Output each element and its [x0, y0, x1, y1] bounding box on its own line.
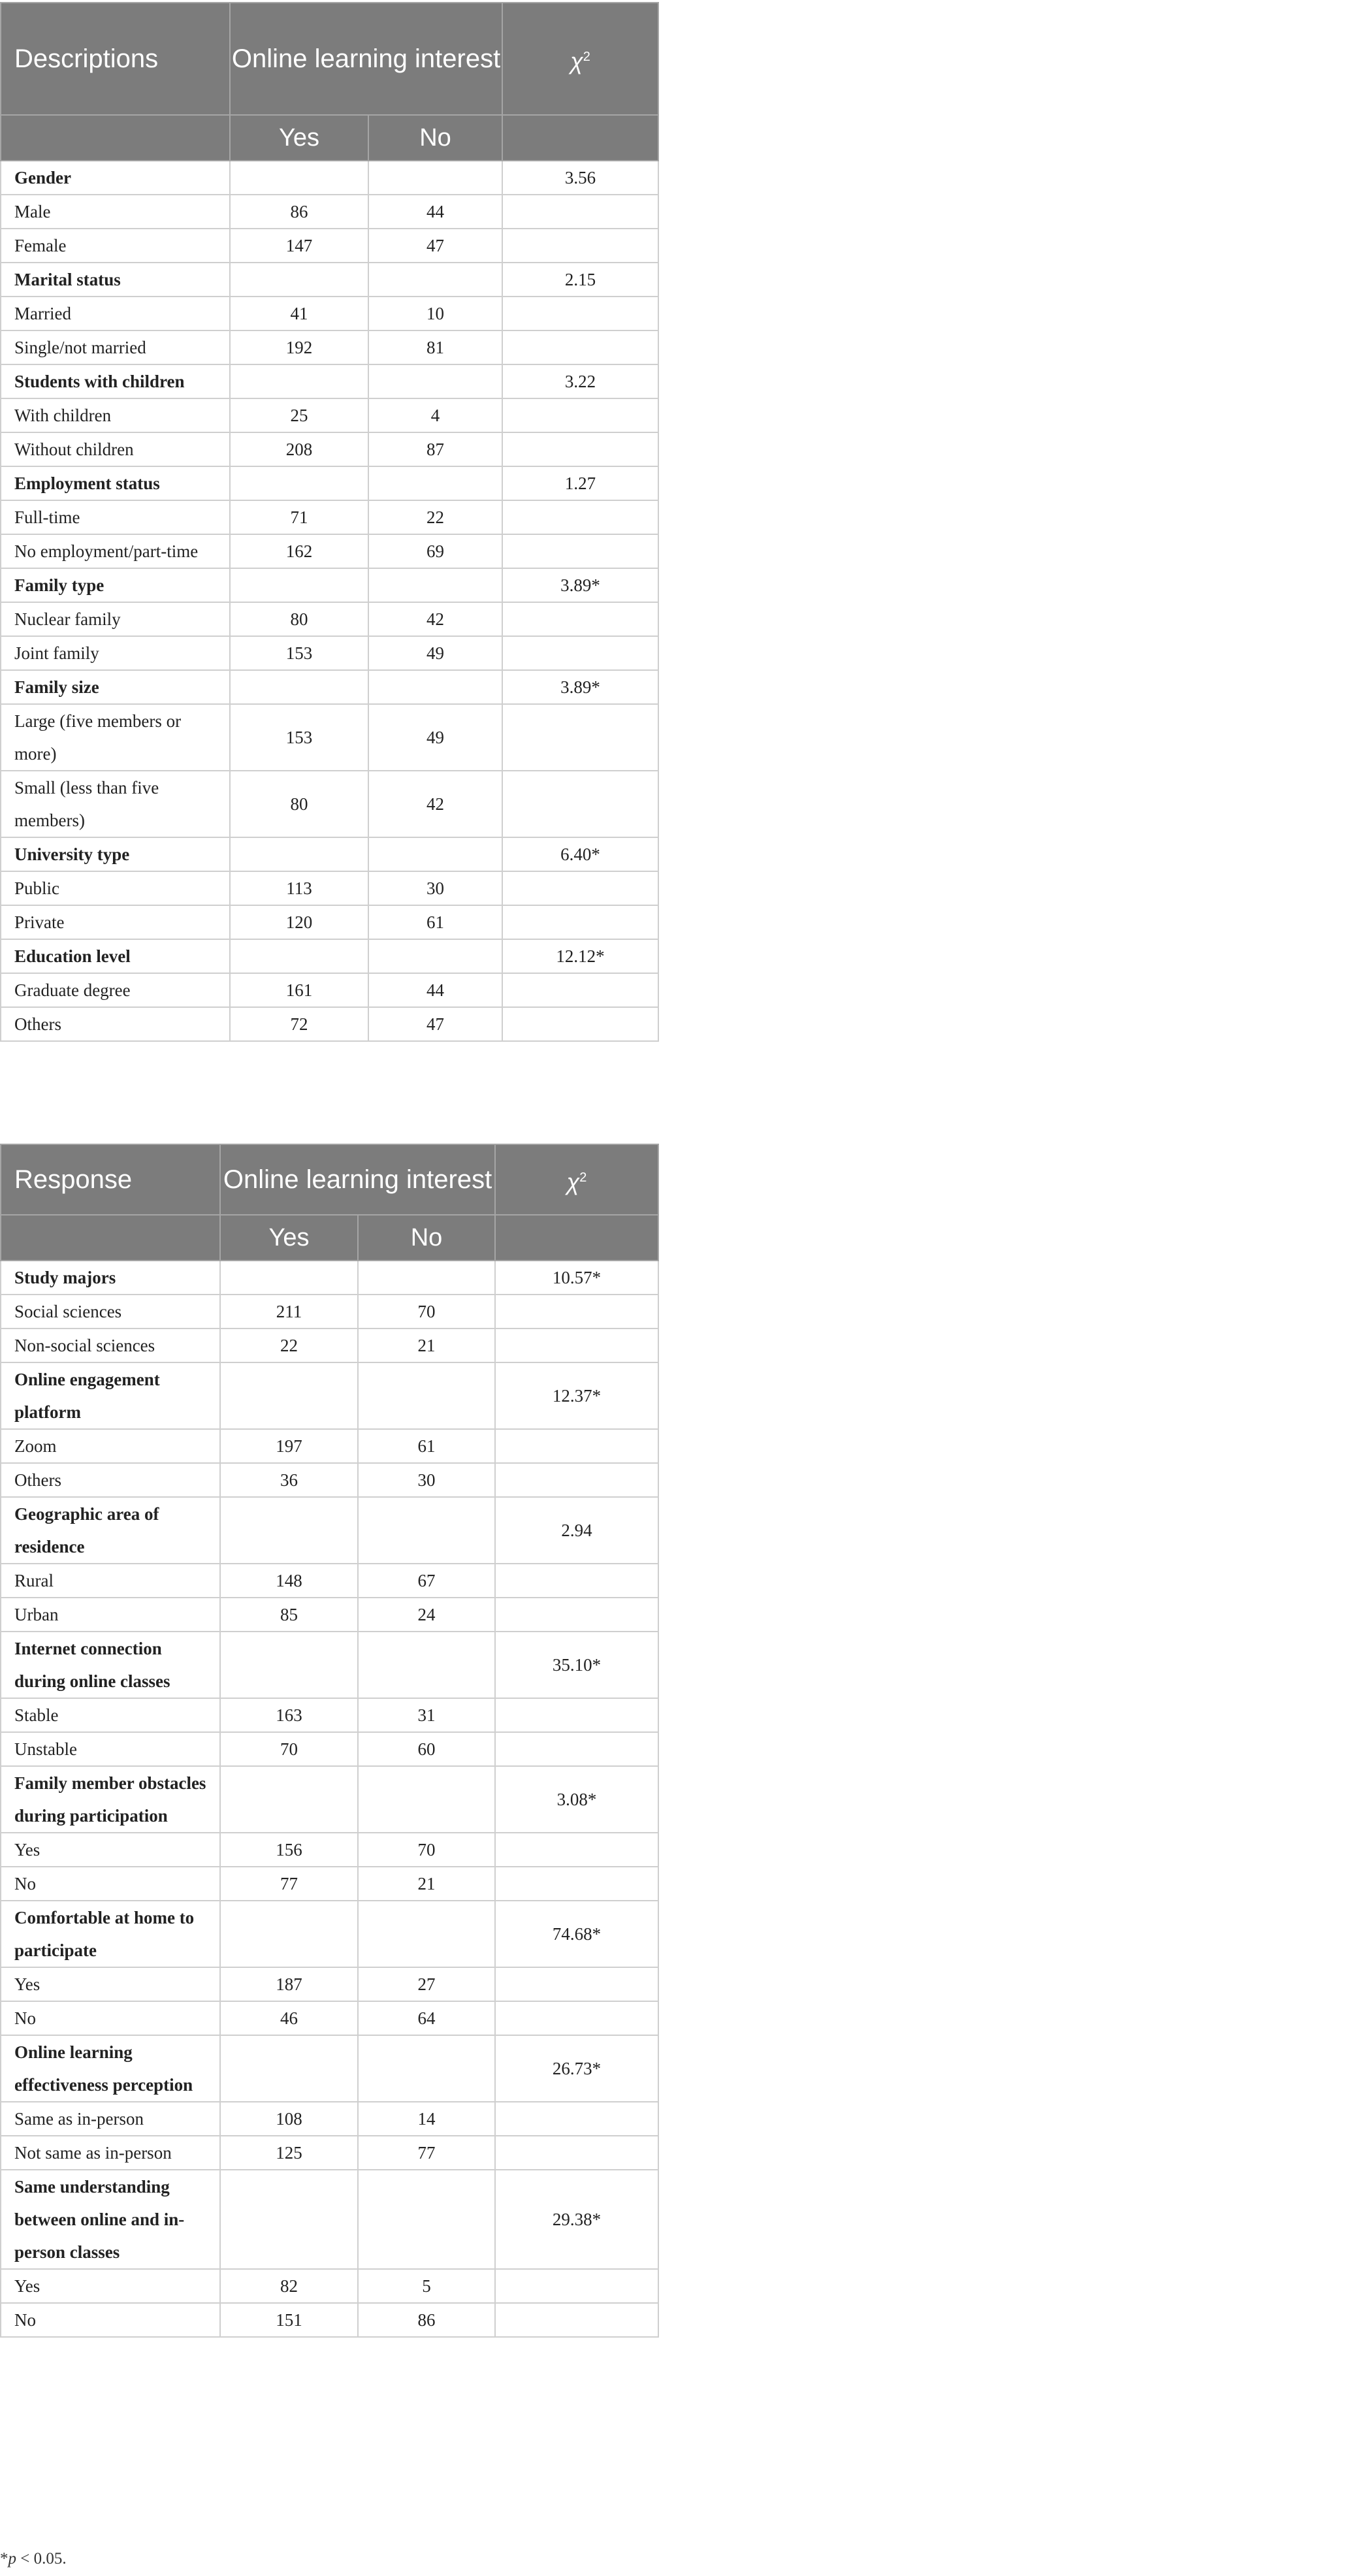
- table-row: [1, 602, 658, 636]
- yes-count: [230, 364, 368, 398]
- table-row: [1, 973, 658, 1007]
- row-label: Unstable: [1, 1732, 220, 1766]
- table-row: [1, 1867, 658, 1901]
- yes-count: 153: [230, 704, 368, 771]
- yes-count: 187: [220, 1967, 358, 2001]
- row-label: Graduate degree: [1, 973, 230, 1007]
- chi-square-value: 2.94: [495, 1497, 658, 1564]
- row-label: Employment status: [1, 466, 230, 500]
- table-row: [1, 871, 658, 905]
- row-label: Large (five members or more): [1, 704, 230, 771]
- chi-square-value: 12.12*: [502, 939, 658, 973]
- table-row: [1, 2001, 658, 2035]
- yes-count: 80: [230, 602, 368, 636]
- no-count: 67: [358, 1564, 495, 1598]
- chi-square-value: [495, 1463, 658, 1497]
- chi-square-value: 35.10*: [495, 1632, 658, 1698]
- yes-count: [220, 1497, 358, 1564]
- row-label: University type: [1, 837, 230, 871]
- row-label: Others: [1, 1007, 230, 1041]
- yes-count: 80: [230, 771, 368, 837]
- header-descriptions: Descriptions: [1, 3, 230, 115]
- yes-count: 85: [220, 1598, 358, 1632]
- chi-square-value: [502, 534, 658, 568]
- no-count: 64: [358, 2001, 495, 2035]
- table-row: [1, 1698, 658, 1732]
- row-label: Same as in-person: [1, 2102, 220, 2136]
- chi-square-value: [502, 704, 658, 771]
- yes-count: 46: [220, 2001, 358, 2035]
- yes-count: [230, 466, 368, 500]
- yes-count: 36: [220, 1463, 358, 1497]
- row-label: Single/not married: [1, 330, 230, 364]
- row-label: Gender: [1, 161, 230, 195]
- chi-square-value: [495, 2269, 658, 2303]
- chi-square-value: [502, 973, 658, 1007]
- no-count: 49: [368, 704, 502, 771]
- yes-count: 125: [220, 2136, 358, 2170]
- no-count: [358, 1362, 495, 1429]
- no-count: [358, 1766, 495, 1833]
- chi-square-value: [495, 1328, 658, 1362]
- table-row: [1, 2269, 658, 2303]
- chi-square-value: [502, 195, 658, 229]
- header-online-learning-interest: Online learning interest: [220, 1144, 495, 1215]
- yes-count: 147: [230, 229, 368, 263]
- header-online-learning-interest: Online learning interest: [230, 3, 502, 115]
- yes-count: 113: [230, 871, 368, 905]
- yes-count: [220, 2035, 358, 2102]
- no-count: [358, 1261, 495, 1295]
- yes-count: 148: [220, 1564, 358, 1598]
- yes-count: 82: [220, 2269, 358, 2303]
- chi-square-value: [502, 500, 658, 534]
- row-label: Study majors: [1, 1261, 220, 1295]
- chi-square-value: [495, 1598, 658, 1632]
- row-label: Yes: [1, 1833, 220, 1867]
- no-count: 22: [368, 500, 502, 534]
- table-row: [1, 636, 658, 670]
- yes-count: 22: [220, 1328, 358, 1362]
- chi-square-value: 26.73*: [495, 2035, 658, 2102]
- table-row: [1, 2136, 658, 2170]
- table-row: [1, 1463, 658, 1497]
- chi-square-value: [495, 1698, 658, 1732]
- no-count: 4: [368, 398, 502, 432]
- chi-square-value: 3.89*: [502, 670, 658, 704]
- no-count: [368, 837, 502, 871]
- chi-square-value: [495, 1295, 658, 1328]
- no-count: 61: [368, 905, 502, 939]
- no-count: 42: [368, 771, 502, 837]
- no-count: 81: [368, 330, 502, 364]
- chi-square-value: 12.37*: [495, 1362, 658, 1429]
- table-row: [1, 229, 658, 263]
- header-no: No: [368, 115, 502, 161]
- table-row: [1, 398, 658, 432]
- row-label: Online learning effectiveness perception: [1, 2035, 220, 2102]
- row-label: Family member obstacles during participation: [1, 1766, 220, 1833]
- category-row: [1, 2035, 658, 2102]
- chi-square-value: [502, 771, 658, 837]
- row-label: Yes: [1, 2269, 220, 2303]
- no-count: [358, 1901, 495, 1967]
- yes-count: [230, 837, 368, 871]
- no-count: 42: [368, 602, 502, 636]
- row-label: Yes: [1, 1967, 220, 2001]
- yes-count: [220, 1261, 358, 1295]
- table-row: [1, 1429, 658, 1463]
- yes-count: 77: [220, 1867, 358, 1901]
- row-label: Students with children: [1, 364, 230, 398]
- row-label: Education level: [1, 939, 230, 973]
- yes-count: [220, 2170, 358, 2269]
- row-label: Marital status: [1, 263, 230, 297]
- no-count: [358, 2170, 495, 2269]
- row-label: Geographic area of residence: [1, 1497, 220, 1564]
- chi-square-value: [502, 871, 658, 905]
- category-row: [1, 263, 658, 297]
- chi-square-value: 3.56: [502, 161, 658, 195]
- yes-count: 161: [230, 973, 368, 1007]
- chi-square-value: 10.57*: [495, 1261, 658, 1295]
- no-count: 21: [358, 1867, 495, 1901]
- row-label: Family type: [1, 568, 230, 602]
- row-label: Urban: [1, 1598, 220, 1632]
- no-count: 87: [368, 432, 502, 466]
- yes-count: [220, 1362, 358, 1429]
- no-count: [368, 466, 502, 500]
- no-count: [368, 670, 502, 704]
- table-row: [1, 1007, 658, 1041]
- category-row: [1, 1632, 658, 1698]
- row-label: Rural: [1, 1564, 220, 1598]
- category-row: [1, 670, 658, 704]
- category-row: [1, 1766, 658, 1833]
- chi-square-value: [502, 636, 658, 670]
- footnote: *p < 0.05.: [0, 2550, 67, 2568]
- yes-count: 120: [230, 905, 368, 939]
- chi-square-value: [495, 2001, 658, 2035]
- row-label: No: [1, 2303, 220, 2337]
- header-no: No: [358, 1215, 495, 1261]
- chi-square-value: 6.40*: [502, 837, 658, 871]
- no-count: 21: [358, 1328, 495, 1362]
- chi-square-value: 2.15: [502, 263, 658, 297]
- table-row: [1, 432, 658, 466]
- yes-count: 163: [220, 1698, 358, 1732]
- row-label: Others: [1, 1463, 220, 1497]
- row-label: Same understanding between online and in-person classes: [1, 2170, 220, 2269]
- chi-square-value: [495, 1833, 658, 1867]
- no-count: 70: [358, 1833, 495, 1867]
- no-count: 86: [358, 2303, 495, 2337]
- yes-count: [230, 568, 368, 602]
- yes-count: 71: [230, 500, 368, 534]
- no-count: 49: [368, 636, 502, 670]
- table-row: [1, 195, 658, 229]
- row-label: Online engagement platform: [1, 1362, 220, 1429]
- chi-square-value: 29.38*: [495, 2170, 658, 2269]
- table-row: [1, 704, 658, 771]
- chi-square-value: [495, 1564, 658, 1598]
- no-count: 44: [368, 973, 502, 1007]
- row-label: No employment/part-time: [1, 534, 230, 568]
- yes-count: 41: [230, 297, 368, 330]
- chi-square-value: [502, 398, 658, 432]
- chi-square-value: [502, 297, 658, 330]
- row-label: Stable: [1, 1698, 220, 1732]
- no-count: 31: [358, 1698, 495, 1732]
- chi-square-value: 1.27: [502, 466, 658, 500]
- yes-count: [220, 1766, 358, 1833]
- category-row: [1, 466, 658, 500]
- demographics-table: [0, 2, 659, 1042]
- row-label: Social sciences: [1, 1295, 220, 1328]
- yes-count: 192: [230, 330, 368, 364]
- row-label: Not same as in-person: [1, 2136, 220, 2170]
- chi-square-value: [502, 602, 658, 636]
- chi-square-value: [495, 1967, 658, 2001]
- no-count: [358, 1497, 495, 1564]
- yes-count: 72: [230, 1007, 368, 1041]
- row-label: Comfortable at home to participate: [1, 1901, 220, 1967]
- no-count: 30: [358, 1463, 495, 1497]
- category-row: [1, 568, 658, 602]
- header-chi-square: $\chi^2$: [495, 1144, 658, 1215]
- category-row: [1, 1497, 658, 1564]
- row-label: Public: [1, 871, 230, 905]
- table-row: [1, 2102, 658, 2136]
- category-row: [1, 1261, 658, 1295]
- table-row: [1, 534, 658, 568]
- no-count: 10: [368, 297, 502, 330]
- no-count: [368, 161, 502, 195]
- chi-square-value: [495, 1732, 658, 1766]
- header-response: Response: [1, 1144, 220, 1215]
- row-label: Family size: [1, 670, 230, 704]
- chi-square-value: 74.68*: [495, 1901, 658, 1967]
- table-row: [1, 1598, 658, 1632]
- category-row: [1, 1901, 658, 1967]
- table-row: [1, 771, 658, 837]
- yes-count: 208: [230, 432, 368, 466]
- yes-count: 156: [220, 1833, 358, 1867]
- no-count: [368, 364, 502, 398]
- no-count: 44: [368, 195, 502, 229]
- no-count: 5: [358, 2269, 495, 2303]
- yes-count: 86: [230, 195, 368, 229]
- header-yes: Yes: [230, 115, 368, 161]
- table-row: [1, 1564, 658, 1598]
- chi-square-value: [502, 1007, 658, 1041]
- row-label: With children: [1, 398, 230, 432]
- chi-square-value: [495, 1867, 658, 1901]
- row-label: Married: [1, 297, 230, 330]
- header-empty: [495, 1215, 658, 1261]
- yes-count: 70: [220, 1732, 358, 1766]
- chi-square-value: [495, 2303, 658, 2337]
- yes-count: [230, 161, 368, 195]
- row-label: No: [1, 1867, 220, 1901]
- chi-square-value: [502, 229, 658, 263]
- row-label: Small (less than five members): [1, 771, 230, 837]
- row-label: Male: [1, 195, 230, 229]
- yes-count: 211: [220, 1295, 358, 1328]
- chi-square-value: [502, 330, 658, 364]
- chi-square-value: 3.08*: [495, 1766, 658, 1833]
- table-row: [1, 905, 658, 939]
- yes-count: 162: [230, 534, 368, 568]
- category-row: [1, 1362, 658, 1429]
- no-count: 77: [358, 2136, 495, 2170]
- chi-square-value: [502, 905, 658, 939]
- no-count: [368, 263, 502, 297]
- row-label: Joint family: [1, 636, 230, 670]
- yes-count: [230, 939, 368, 973]
- row-label: Zoom: [1, 1429, 220, 1463]
- category-row: [1, 2170, 658, 2269]
- chi-square-value: [502, 432, 658, 466]
- chi-square-value: [495, 2102, 658, 2136]
- no-count: 30: [368, 871, 502, 905]
- chi-square-value: [495, 2136, 658, 2170]
- no-count: 27: [358, 1967, 495, 2001]
- row-label: Internet connection during online classes: [1, 1632, 220, 1698]
- table-row: [1, 1833, 658, 1867]
- no-count: 61: [358, 1429, 495, 1463]
- category-row: [1, 364, 658, 398]
- no-count: 47: [368, 1007, 502, 1041]
- yes-count: 153: [230, 636, 368, 670]
- chi-square-value: [495, 1429, 658, 1463]
- yes-count: [230, 263, 368, 297]
- responses-table: [0, 1144, 659, 2338]
- yes-count: [220, 1632, 358, 1698]
- table-row: [1, 1967, 658, 2001]
- table-row: [1, 1295, 658, 1328]
- chi-square-value: 3.89*: [502, 568, 658, 602]
- yes-count: 197: [220, 1429, 358, 1463]
- header-chi-square: $\chi^2$: [502, 3, 658, 115]
- table-row: [1, 500, 658, 534]
- row-label: Nuclear family: [1, 602, 230, 636]
- category-row: [1, 837, 658, 871]
- no-count: 70: [358, 1295, 495, 1328]
- header-yes: Yes: [220, 1215, 358, 1261]
- no-count: [358, 2035, 495, 2102]
- no-count: [368, 939, 502, 973]
- row-label: Female: [1, 229, 230, 263]
- row-label: Non-social sciences: [1, 1328, 220, 1362]
- table-row: [1, 1328, 658, 1362]
- yes-count: 151: [220, 2303, 358, 2337]
- no-count: [368, 568, 502, 602]
- no-count: 60: [358, 1732, 495, 1766]
- table-row: [1, 297, 658, 330]
- category-row: [1, 161, 658, 195]
- no-count: [358, 1632, 495, 1698]
- chi-square-value: 3.22: [502, 364, 658, 398]
- yes-count: 108: [220, 2102, 358, 2136]
- table-row: [1, 2303, 658, 2337]
- table-row: [1, 330, 658, 364]
- row-label: Full-time: [1, 500, 230, 534]
- table-row: [1, 1732, 658, 1766]
- no-count: 14: [358, 2102, 495, 2136]
- category-row: [1, 939, 658, 973]
- row-label: Private: [1, 905, 230, 939]
- no-count: 47: [368, 229, 502, 263]
- no-count: 69: [368, 534, 502, 568]
- row-label: No: [1, 2001, 220, 2035]
- yes-count: 25: [230, 398, 368, 432]
- no-count: 24: [358, 1598, 495, 1632]
- header-empty: [1, 115, 230, 161]
- header-empty: [1, 1215, 220, 1261]
- yes-count: [220, 1901, 358, 1967]
- header-empty: [502, 115, 658, 161]
- row-label: Without children: [1, 432, 230, 466]
- yes-count: [230, 670, 368, 704]
